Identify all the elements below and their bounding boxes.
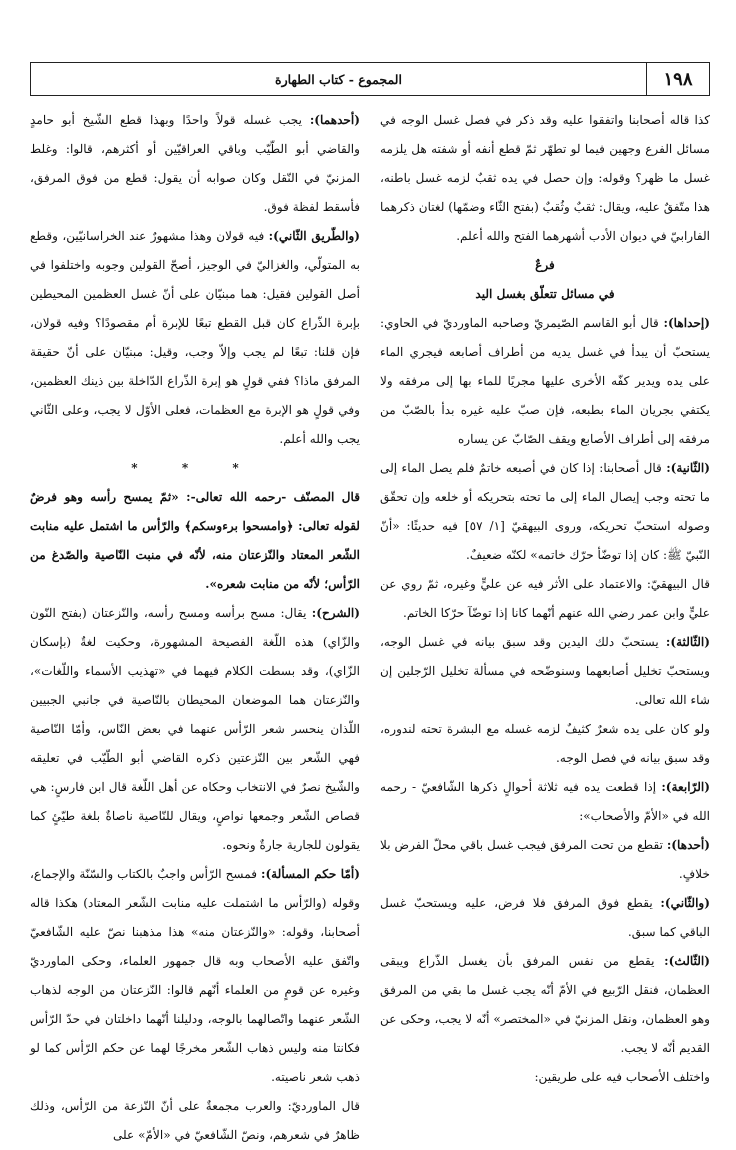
running-header (30, 62, 710, 96)
paragraph-text: يجب غسله قولاً واحدًا وبهذا قطع الشّيخ أبو حامدٍ والقاضي أبو الطّيّب وباقي العراقيّين أو أكثرهم، قالوا: وغلط المزنيّ في النّقل وكان صوابه أن يقول: قطع من فوق المرفق، فأسقط لفظة فوق. (30, 113, 360, 214)
paragraph (380, 454, 710, 570)
paragraph: قال الماورديّ: والعرب مجمعةٌ على أنّ النّزعة من الرّأس، وذلك ظاهرٌ في شعرهم، ونصّ الشّافعيّ في «الأمّ» على (30, 1099, 360, 1142)
paragraph-text: يقطع من نفس المرفق بأن يغسل الذّراع ويبقى العظمان، فنقل الرّبيع في الأمّ أنّه يجب غسل ما بقي من المرفق وهو العظمان، ونقل المزنيّ في «المختصر» أنّه لا يجب، وحكى عن القديم أنّه لا يجب. (380, 954, 710, 1055)
paragraph-label: (الرّابعة): (661, 780, 710, 794)
paragraph (380, 889, 710, 947)
paragraph-text: يقطع فوق المرفق فلا فرض، عليه ويستحبّ غسل الباقي كما سبق. (380, 896, 710, 939)
paragraph (30, 599, 360, 860)
paragraph-text: قال أصحابنا: إذا كان في أصبعه خاتمٌ فلم يصل الماء إلى ما تحته وجب إيصال الماء إلى ما تحته بتحريكه أو خلعه وإن تحقّق وصوله استحبّ تحريكه، وروى البيهقيّ [١/ ٥٧] فيه حديثًا: «أنّ النّبيّ ﷺ: كان إذا توضّأ حرّك خاتمه» لكنّه ضعيفٌ. (380, 461, 711, 562)
paragraph-text: تقطع من تحت المرفق فيجب غسل باقي محلّ الفرض بلا خلافٍ. (380, 838, 710, 881)
author-quote-label: قال المصنّف -رحمه الله تعالى-: (186, 490, 360, 504)
paragraph (380, 309, 710, 454)
paragraph-text: فمسح الرّأس واجبٌ بالكتاب والسّنّة والإجماع، وقوله (والرّأس ما اشتملت عليه منابت الشّعر المعتاد) هكذا قاله أصحابنا، وقوله: «والنّزعتان منه» هذا مذهبنا نصّ عليه الشّافعيّ واتّفق عليه الأصحاب وبه قال جمهور العلماء، وحكى الماورديّ وغيره عن قومٍ من العلماء أنّهم قالوا: النّزعتان من الوجه لذهاب الشّعر عنهما واتّصالهما بالوجه، ودليلنا أنّهما داخلتان في حدّ الرّأس فكانتا منه وليس ذهاب الشّعر مخرجًا لهما عن حكم الرّأس كما لو ذهب شعر ناصيته. (30, 867, 360, 1084)
paragraph (380, 628, 710, 715)
paragraph (30, 106, 360, 222)
paragraph (380, 831, 710, 889)
paragraph-label: (أحدها): (666, 838, 710, 852)
paragraph-label: (والثّاني): (660, 896, 710, 910)
left-column (30, 106, 361, 1142)
quoted-text-paragraph (30, 483, 360, 599)
paragraph-label: (الثّانية): (666, 461, 710, 475)
section-subtitle: في مسائل تتعلّق بغسل اليد (475, 287, 615, 301)
text-columns (30, 106, 711, 1142)
paragraph-label: (والطّريق الثّاني): (268, 229, 361, 243)
book-title: المجموع - كتاب الطهارة (275, 71, 402, 87)
paragraph (30, 222, 360, 454)
paragraph-text: قال أبو القاسم الصّيمريّ وصاحبه الماورديّ في الحاوي: يستحبّ أن يبدأ في غسل يديه من أطراف أصابعه فيجري الماء على يده ويدير كفّه الأخرى عليها مجريًا للماء بها إلى مرفقه ولا يكتفي بجريان الماء بطبعه، فإن صبّ عليه غيره بدأ بالصّبّ من مرفقه إلى أطراف الأصابع ويقف الصّابّ عن يساره (380, 316, 710, 446)
paragraph: ولو كان على يده شعرٌ كثيفٌ لزمه غسله مع البشرة تحته لندوره، وقد سبق بيانه في فصل الوجه. (380, 722, 710, 765)
paragraph-label: (الثّالثة): (665, 635, 710, 649)
paragraph (380, 947, 710, 1063)
paragraph-label: (الشرح): (311, 606, 360, 620)
paragraph-text: يقال: مسح برأسه ومسح رأسه، والنّزعتان (بفتح النّون والزّاي) هذه اللّغة الفصيحة المشهورة، وحكيت لغةٌ (بإسكان الزّاي)، وقد بسطت الكلام فيهما في «تهذيب الأسماء واللّغات»، والنّزعتان هما الموضعان المحيطان بالنّاصية في جانبي الجبيين اللّذان ينحسر شعر الرّأس عنهما في بعض النّاس، وأمّا النّاصية فهي الشّعر بين النّزعتين ذكره القاضي أبو الطّيّب في تعليقه والشّيخ نصرٌ في الانتخاب وحكاه عن أهل اللّغة قال ابن فارسٍ: هي قصاص الشّعر وجمعها نواصٍ، ويقال للنّاصية ناصاةٌ بلغة طيّئٍ كما يقولون للجارية جارةٌ ونحوه. (30, 606, 360, 852)
paragraph-label: (إحداها): (663, 316, 710, 330)
page (30, 62, 711, 1142)
intro-paragraph: كذا قاله أصحابنا واتفقوا عليه وقد ذكر في فصل غسل الوجه في مسائل الفرع وجهين فيما لو تطهّر ثمّ قطع أنفه أو شفته هل يلزمه غسل ما ظهر؟ وقوله: وإن حصل في يده ثقبٌ لزمه غسل باطنه، هذا متّفقٌ عليه، ويقال: ثقبٌ وثُقبٌ (بفتح الثّاء وضمّها) لغتان ذكرهما الفارابيّ في ديوان الأدب أشهرهما الفتح والله أعلم. (380, 113, 710, 243)
section-title: فرعٌ (535, 258, 555, 272)
paragraph-label: (أمّا حكم المسألة): (260, 867, 360, 881)
paragraph (30, 860, 360, 1092)
paragraph-label: (الثّالث): (664, 954, 710, 968)
right-column (380, 106, 710, 1102)
author-quote: «ثمّ يمسح رأسه وهو فرضٌ لقوله تعالى: ﴿وامسحوا برءوسكم﴾ والرّأس ما اشتمل عليه منابت الشّعر المعتاد والنّزعتان منه، لأنّه في منبت النّاصية والصّدغ من الرّأس؛ لأنّه من منابت شعره». (30, 490, 360, 591)
page-number: ١٩٨ (646, 63, 709, 95)
section-divider: * * * (131, 461, 259, 475)
paragraph (380, 773, 710, 831)
paragraph: واختلف الأصحاب فيه على طريقين: (534, 1070, 710, 1084)
paragraph-text: فيه قولان وهذا مشهورٌ عند الخراسانيّين، وقطع به المتولّي، والغزاليّ في الوجيز، أصحّ القولين وجوبه واختلفوا في أصل القولين فقيل: هما مبنيّان على أنّ غسل العظمين المحيطين بإبرة الذّراع كان قبل القطع تبعًا للإبرة أم مقصودًا؟ وفيه قولان، فإن قلنا: تبعًا لم يجب وإلاّ وجب، وقيل: مبنيّان على أنّ حقيقة المرفق ماذا؟ ففي قولٍ هو إبرة الذّراع الدّاخلة بين ذينك العظمين، وفي قولٍ هو الإبرة مع العظمات، فعلى الأوّل لا يجب، وعلى الثّاني يجب والله أعلم. (30, 229, 360, 446)
paragraph-label: (أحدهما): (309, 113, 360, 127)
paragraph: قال البيهقيّ: والاعتماد على الأثر فيه عن عليٍّ وغيره، ثمّ روي عن عليٍّ وابن عمر رضي الله عنهم أنّهما كانا إذا توضّآ حرّكا الخاتم. (380, 577, 710, 620)
paragraph-text: يستحبّ دلك اليدين وقد سبق بيانه في غسل الوجه، ويستحبّ تخليل أصابعهما وسنوضّحه في مسألة تخليل الرّجلين إن شاء الله تعالى. (380, 635, 710, 707)
paragraph-text: إذا قطعت يده فيه ثلاثة أحوالٍ ذكرها الشّافعيّ - رحمه الله في «الأمّ والأصحاب»: (380, 780, 710, 823)
